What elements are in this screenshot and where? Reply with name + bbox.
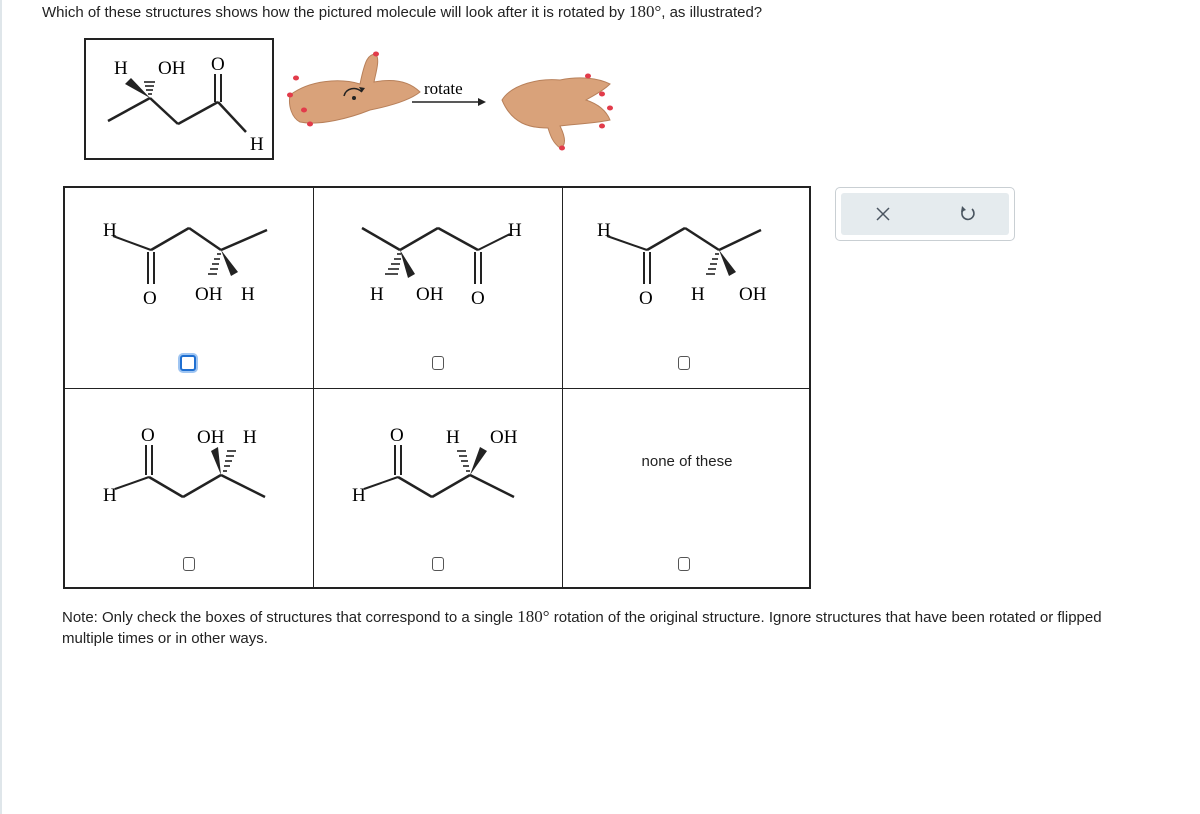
label-oh: OH [195, 284, 223, 305]
label-o: O [211, 54, 225, 75]
label-h-aldehyde: H [103, 220, 117, 241]
rotate-label: rotate [424, 79, 463, 98]
rotation-illustration [280, 40, 630, 160]
label-h-aldehyde: H [508, 220, 522, 241]
label-h: H [243, 427, 257, 448]
none-of-these-label: none of these [641, 453, 733, 470]
option-4 [65, 389, 313, 589]
label-h: H [691, 284, 705, 305]
option-2-checkbox[interactable] [432, 356, 444, 370]
option-2 [314, 188, 562, 388]
hand-left-icon [287, 52, 420, 127]
close-icon [876, 207, 890, 221]
label-oh: OH [197, 427, 225, 448]
option-6-checkbox[interactable] [678, 557, 690, 571]
option-4-checkbox[interactable] [183, 557, 195, 571]
undo-icon [958, 205, 976, 223]
option-5 [314, 389, 562, 589]
label-h: H [370, 284, 384, 305]
angle-value: 180° [628, 2, 662, 21]
left-border [0, 0, 2, 814]
label-oh: OH [158, 58, 186, 79]
option-3-checkbox[interactable] [678, 356, 690, 370]
reset-button[interactable] [925, 193, 1009, 235]
label-h: H [446, 427, 460, 448]
label-o: O [143, 288, 157, 309]
label-o: O [390, 425, 404, 446]
label-o: O [639, 288, 653, 309]
note-angle: 180° [517, 607, 550, 626]
answer-grid [63, 186, 811, 589]
label-h: H [241, 284, 255, 305]
option-6 [563, 389, 811, 589]
option-3 [563, 188, 811, 388]
label-h-aldehyde: H [597, 220, 611, 241]
rotation-drawing [280, 40, 630, 160]
original-molecule-drawing [86, 40, 276, 162]
label-h-aldehyde: H [250, 134, 264, 155]
option-1 [65, 188, 313, 388]
option-5-checkbox[interactable] [432, 557, 444, 571]
original-molecule [84, 38, 274, 160]
label-o: O [141, 425, 155, 446]
label-h-aldehyde: H [352, 485, 366, 506]
label-oh: OH [490, 427, 518, 448]
label-oh: OH [739, 284, 767, 305]
clear-button[interactable] [841, 193, 925, 235]
label-oh: OH [416, 284, 444, 305]
answer-tools [835, 187, 1015, 241]
hand-right-icon [502, 74, 613, 151]
option-1-checkbox[interactable] [180, 355, 196, 371]
label-h-aldehyde: H [103, 485, 117, 506]
label-o: O [471, 288, 485, 309]
question-text: Which of these structures shows how the pictured molecule will look after it is rotated by 180°, as illustrated? [42, 2, 763, 21]
answer-tools-bar [841, 193, 1009, 235]
note-text: Note: Only check the boxes of structures that correspond to a single 180° rotation of the original structure. Ignore structures that have been rotated or flipped multiple times or in other ways. [62, 607, 1102, 647]
label-h: H [114, 58, 128, 79]
